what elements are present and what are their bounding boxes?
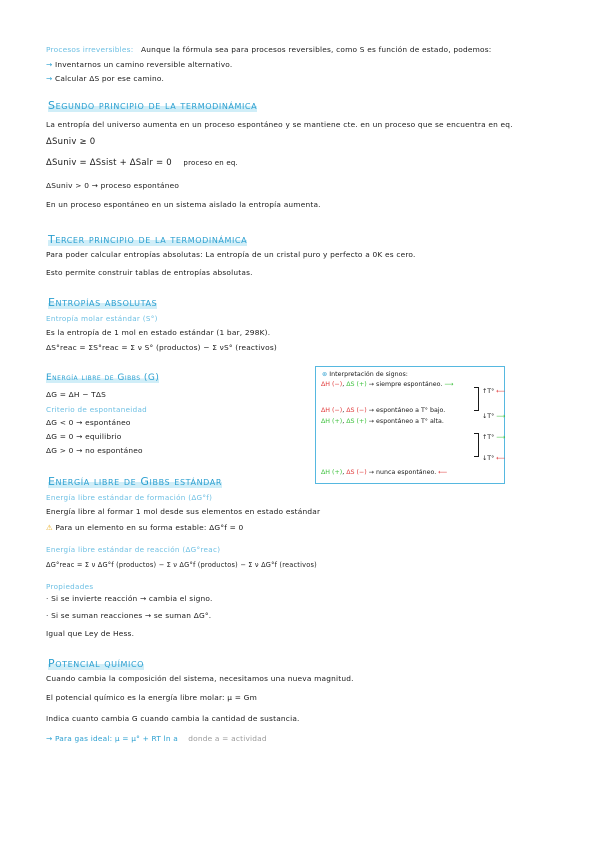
absolute-def: Es la entropía de 1 mol en estado estándar (1 bar, 298K). [46,328,271,337]
green-arrow-icon: ⟶ [496,413,506,420]
second-law-formula-2-line [46,158,238,168]
sign-row-3-t2-line [482,454,505,463]
gibbs-criterion-2: ΔG = 0 → equilibrio [46,432,122,441]
chem-potential-p3: Indica cuanto cambia G cuando cambia la cantidad de sustancia. [46,714,300,723]
red-arrow-icon: ⟵ [496,455,506,462]
sign-row-2-t2-line [482,412,505,421]
irreversible-bullet-1: → Inventarnos un camino reversible alternativo. [46,60,233,69]
chem-potential-heading [46,657,146,670]
sign-row-4-ds: ΔS (−) [346,469,367,476]
chem-potential-p4: → Para gas ideal: μ = μ° + RT ln a [46,734,179,743]
sign-row-3: ΔH (+), ΔS (+) → espontáneo a T° alta. [321,418,444,425]
sign-row-2-t1-line [482,387,505,396]
sign-interpretation-box [315,366,505,484]
sign-row-4-text: → nunca espontáneo. [368,469,437,476]
sign-row-2-text: → espontáneo a T° bajo. [368,407,446,414]
second-law-formula-2: ΔSuniv = ΔSsist + ΔSalr = 0 [46,158,172,168]
green-arrow-icon: ⟶ [444,381,454,388]
chem-potential-p4-line [46,734,267,744]
gibbs-criterion-3: ΔG > 0 → no espontáneo [46,446,143,455]
sign-row-2-t1: ↑T° [482,388,495,395]
arrow-right-icon: → [46,74,53,83]
sign-row-3-t2: ↓T° [482,455,495,462]
third-law-heading [46,233,249,246]
sign-row-1-ds: ΔS (+) [346,381,367,388]
standard-gibbs-heading [46,475,224,488]
sign-row-2-t2: ↓T° [482,413,495,420]
sign-row-3-t1-line [482,433,505,442]
sign-row-1: ΔH (−), ΔS (+) → siempre espontáneo. ⟶ [321,381,454,388]
signs-title: Interpretación de signos: [329,371,408,378]
sign-row-2-dh: ΔH (−) [321,407,343,414]
red-arrow-icon: ⟵ [496,388,506,395]
bracket-row-2 [474,387,479,411]
absolute-title: Entropías absolutas [48,296,158,309]
sign-row-3-text: → espontáneo a T° alta. [368,418,444,425]
irreversible-bullet-2: → Calcular ΔS por ese camino. [46,74,165,83]
standard-gibbs-sub1: Energía libre estándar de formación (ΔG°f) [46,493,213,502]
absolute-formula: ΔS°reac = ΣS°reac = Σ ν S° (productos) − Σ νS° (reactivos) [46,343,277,352]
gibbs-title: Energía libre de Gibbs (G) [46,373,160,383]
red-arrow-icon: ⟵ [438,469,448,476]
third-law-p1: Para poder calcular entropías absolutas: La entropía de un cristal puro y perfecto a 0K es cero. [46,250,416,259]
standard-gibbs-sub3: Propiedades [46,582,94,591]
arrow-right-icon: → [46,60,53,69]
sign-row-1-text: → siempre espontáneo. [368,381,443,388]
irreversible-text: Aunque la fórmula sea para procesos reversibles, como S es función de estado, podemos: [141,45,492,54]
third-law-title: Tercer principio de la termodinámica [48,233,248,246]
signs-bullet-icon: ⊛ [322,371,328,378]
sign-row-4: ΔH (+), ΔS (−) → nunca espontáneo. ⟵ [321,469,448,476]
bracket-row-3 [474,433,479,457]
standard-gibbs-p2: Para un elemento en su forma estable: ΔG°f = 0 [55,523,244,532]
absolute-heading [46,296,159,309]
second-law-formula-2-note: proceso en eq. [183,159,238,167]
second-law-p1: La entropía del universo aumenta en un proceso espontáneo y se mantiene cte. en un proceso que se encuentra en eq. [46,120,513,129]
second-law-title: Segundo principio de la termodinámica [48,99,258,112]
irreversible-line [46,45,491,55]
standard-gibbs-p2-line [46,523,243,533]
sign-row-2-ds: ΔS (−) [346,407,367,414]
chem-potential-p1: Cuando cambia la composición del sistema, necesitamos una nueva magnitud. [46,674,354,683]
chem-potential-p2: El potencial químico es la energía libre molar: μ = Gm [46,693,258,702]
standard-gibbs-sub2: Energía libre estándar de reacción (ΔG°reac) [46,545,221,554]
sign-row-3-ds: ΔS (+) [346,418,367,425]
standard-gibbs-p3: Igual que Ley de Hess. [46,629,135,638]
gibbs-criterion-1: ΔG < 0 → espontáneo [46,418,131,427]
second-law-p2: En un proceso espontáneo en un sistema aislado la entropía aumenta. [46,200,321,209]
irreversible-label: Procesos irreversibles: [46,45,134,54]
second-law-heading [46,99,259,112]
gibbs-formula: ΔG = ΔH − TΔS [46,390,107,399]
green-arrow-icon: ⟶ [496,434,506,441]
sign-row-2: ΔH (−), ΔS (−) → espontáneo a T° bajo. [321,407,446,414]
standard-gibbs-prop-2: · Si se suman reacciones → se suman ΔG°. [46,611,212,620]
second-law-formula-3: ΔSuniv > 0 → proceso espontáneo [46,181,180,190]
signs-title-line [322,370,408,379]
sign-row-3-dh: ΔH (+) [321,418,343,425]
standard-gibbs-title: Energía libre de Gibbs estándar [48,475,223,488]
gibbs-sub: Criterio de espontaneidad [46,405,148,414]
gibbs-heading [46,373,159,383]
absolute-sub: Entropía molar estándar (S°) [46,314,158,323]
standard-gibbs-formula: ΔG°reac = Σ ν ΔG°f (productos) − Σ ν ΔG°f (productos) − Σ ν ΔG°f (reactivos) [46,561,317,569]
chem-potential-title: Potencial químico [48,657,145,670]
sign-row-3-t1: ↑T° [482,434,495,441]
sign-row-4-dh: ΔH (+) [321,469,343,476]
third-law-p2: Esto permite construir tablas de entropías absolutas. [46,268,253,277]
standard-gibbs-prop-1: · Si se invierte reacción → cambia el signo. [46,594,213,603]
standard-gibbs-p1: Energía libre al formar 1 mol desde sus elementos en estado estándar [46,507,321,516]
warning-icon: ⚠ [46,523,53,532]
chem-potential-p4-note: donde a = actividad [188,734,267,743]
sign-row-1-dh: ΔH (−) [321,381,343,388]
second-law-formula-1: ΔSuniv ≥ 0 [46,137,96,147]
